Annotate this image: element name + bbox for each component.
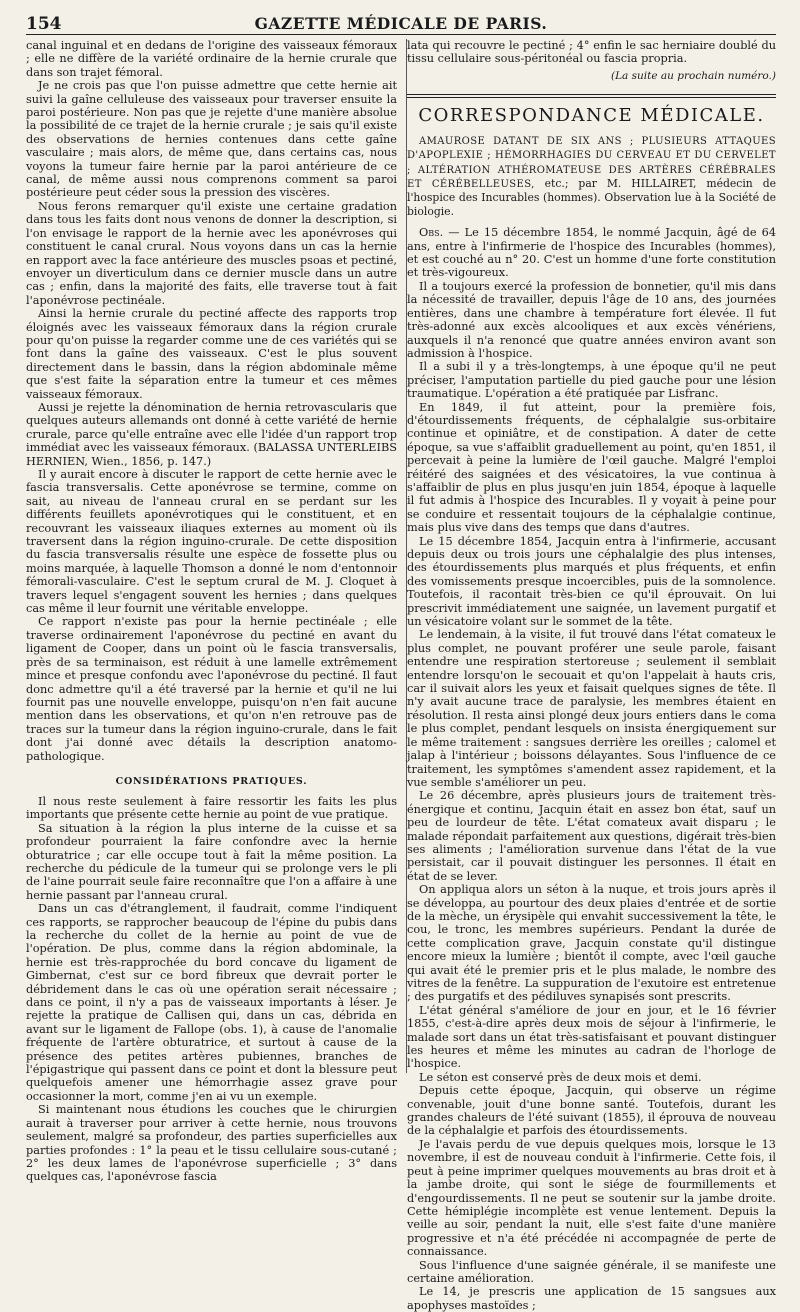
paragraph: Il nous reste seulement à faire ressortir les faits les plus importants que présente cette hernie au point de vue pratique.	[26, 794, 397, 822]
paragraph: Ainsi la hernie crurale du pectiné affecte des rapports trop éloignés avec les vaisseaux fémoraux dans la région crurale pour qu'on puisse la regarder comme une de ces variétés qui se font dans la gaîne des vaisseaux. C'est le plus souvent directement dans le bassin, dans la région abdominale même que s'est faite la séparation entre la tumeur et ces mêmes vaisseaux fémoraux.	[26, 307, 397, 401]
article-title-byline: etc.; par M. HILLAIRET, médecin de l'hospice des Incurables (hommes). Observation lue à la Société de biologie.	[407, 177, 776, 218]
paragraph: Le lendemain, à la visite, il fut trouvé dans l'état comateux le plus complet, ne pouvant proférer une seule parole, faisant entendre une respiration stertoreuse ; seulement il semblait entendre lorsqu'on le secouait et qu'on l'appelait à hauts cris, car il suivait alors les yeux et faisait quelques signes de tête. Il n'y avait aucune trace de paralysie, les membres étaient en résolution. Il resta ainsi plongé deux jours entiers dans le coma le plus complet, pendant lesquels on insista énergiquement sur le même traitement : sangsues derrière les oreilles ; calomel et jalap à l'intérieur ; boissons délayantes. Sous l'influence de ce traitement, les symptômes s'amendent assez rapidement, et la vue semble s'améliorer un peu.	[407, 628, 776, 789]
paragraph: Si maintenant nous étudions les couches que le chirurgien aurait à traverser pour arriver à cette hernie, nous trouvons seulement, malgré sa profondeur, des parties superficielles aux parties profondes : 1° la peau et le tissu cellulaire sous-cutané ; 2° les deux lames de l'aponévrose superficielle ; 3° dans quelques cas, l'aponévrose fascia	[26, 1103, 397, 1184]
article-title-caps: AMAUROSE DATANT DE SIX ANS ; PLUSIEURS ATTAQUES D'APOPLEXIE ; HÉMORRHAGIES DU CERVEAU ET DU CERVELET ; ALTÉRATION ATHÉROMATEUSE DES ARTÈRES CÉRÉBRALES ET CÉRÉBELLEUSES,	[407, 135, 776, 191]
paragraph	[407, 226, 776, 280]
article-title	[407, 134, 776, 218]
masthead-title: GAZETTE MÉDICALE DE PARIS.	[254, 14, 548, 33]
paragraph: Le 14, je prescris une application de 15 sangsues aux apophyses mastoïdes ;	[407, 1285, 776, 1312]
paragraph: Le 26 décembre, après plusieurs jours de traitement très-énergique et continu, Jacquin était en assez bon état, sauf un peu de lourdeur de tête. L'état comateux avait disparu ; le malade répondait parfaitement aux questions, digérait très-bien ses aliments ; l'amélioration survenue dans l'état de la vue persistait, car il pouvait distinguer les personnes. Il était en état de se lever.	[407, 789, 776, 883]
left-column	[26, 39, 407, 1184]
continuation-paragraph: lata qui recouvre le pectiné ; 4° enfin le sac herniaire doublé du tissu cellulaire sous-péritonéal ou fascia propria.	[407, 39, 776, 66]
divider	[407, 97, 776, 98]
right-column	[407, 39, 776, 1312]
columns	[26, 39, 776, 1312]
to-be-continued-note: (La suite au prochain numéro.)	[610, 69, 776, 82]
rubric-heading: CORRESPONDANCE MÉDICALE.	[418, 104, 765, 126]
paragraph: Je ne crois pas que l'on puisse admettre que cette hernie ait suivi la gaîne celluleuse des vaisseaux pour traverser ensuite la paroi postérieure. Non pas que je rejette d'une manière absolue la possibilité de ce trajet de la hernie crurale ; je sais qu'il existe des observations de hernies contenues dans cette gaîne vasculaire ; mais alors, de même que, dans certains cas, nous voyons la tumeur faire hernie par la paroi antérieure de ce canal, de même aussi nous comprenons comment sa paroi postérieure peut céder sous la pression des viscères.	[26, 79, 398, 200]
page-number: 154	[26, 14, 62, 34]
paragraph: Ce rapport n'existe pas pour la hernie pectinéale ; elle traverse ordinairement l'aponévrose du pectiné en avant du ligament de Cooper, dans un point où le fascia transversalis, près de sa terminaison, est réduit à une lamelle extrêmement mince et presque confondu avec l'aponévrose du pectiné. Il faut donc admettre qu'il a été traversé par la hernie et qu'il ne lui fournit pas une nouvelle enveloppe, puisqu'on n'en fait aucune mention dans les observations, et qu'on n'en retrouve pas de traces sur la tumeur dans la région inguino-crurale, dans le fait dont j'ai donné avec détails la description anatomo-pathologique.	[26, 615, 397, 763]
paragraph: Sous l'influence d'une saignée générale, il se manifeste une certaine amélioration.	[407, 1258, 776, 1285]
paragraph: Depuis cette époque, Jacquin, qui observe un régime convenable, jouit d'une bonne santé. Toutefois, durant les grandes chaleurs de l'été suivant (1855), il éprouva de nouveau de la céphalalgie et parfois des étourdissements.	[407, 1084, 776, 1138]
running-head	[26, 14, 776, 35]
divider	[407, 94, 776, 95]
section-heading: CONSIDÉRATIONS PRATIQUES.	[115, 775, 308, 787]
paragraph: canal inguinal et en dedans de l'origine des vaisseaux fémoraux ; elle ne diffère de la variété ordinaire de la hernie crurale que dans son trajet fémoral.	[26, 39, 397, 79]
paragraph: Le 15 décembre 1854, Jacquin entra à l'infirmerie, accusant depuis deux ou trois jours une céphalalgie des plus intenses, des étourdissements plus marqués et plus fréquents, et enfin des vomissements presque incoercibles, puis de la somnolence. Toutefois, il racontait très-bien ce qu'il éprouvait. On lui prescrivit immédiatement une saignée, un lavement purgatif et un vésicatoire volant sur le sommet de la tête.	[407, 534, 776, 629]
paragraph: En 1849, il fut atteint, pour la première fois, d'étourdissements fréquents, de céphalalgie sus-orbitaire continue et opiniâtre, et de constipation. A dater de cette époque, sa vue s'affaiblit graduellement au point, qu'en 1851, il percevait à peine la lumière de l'œil gauche. Malgré l'emploi réitéré des saignées et des vésicatoires, la vue continua à s'affaiblir de plus en plus jusqu'en juin 1854, époque à laquelle il fut admis à l'hospice des Incurables. Il y voyait à peine pour se conduire et ressentait toujours de la céphalalgie continue, mais plus vive dans des temps que dans d'autres.	[407, 400, 776, 535]
paragraph: L'état général s'améliore de jour en jour, et le 16 février 1855, c'est-à-dire après deux mois de séjour à l'infirmerie, le malade sort dans un état très-satisfaisant et pouvant distinguer les heures et même les minutes au cadran de l'horloge de l'hospice.	[407, 1003, 776, 1071]
paragraph: Nous ferons remarquer qu'il existe une certaine gradation dans tous les faits dont nous venons de donner la description, si l'on envisage le rapport de la hernie avec les aponévroses qui constituent le canal crural. Nous voyons dans un cas la hernie en rapport avec la face antérieure des muscles psoas et pectiné, envoyer un diverticulum dans ce dernier muscle dans un autre cas ; enfin, dans la majorité des faits, elle traverse tout à fait l'aponévrose pectinéale.	[26, 199, 397, 307]
paragraph: Il y aurait encore à discuter le rapport de cette hernie avec le fascia transversalis. Cette aponévrose se termine, comme on sait, au niveau de l'anneau crural en se perdant sur les différents feuillets aponévrotiques qui le constituent, et en recouvrant les vaisseaux iliaques externes au moment où ils traversent dans la région inguino-crurale. De cette disposition du fascia transversalis résulte une espèce de fossette plus ou moins marquée, à laquelle Thomson a donné le nom d'entonnoir fémorali-vasculaire. C'est le septum crural de M. J. Cloquet à travers lequel s'engagent souvent les hernies ; dans quelques cas même il leur fournit une véritable enveloppe.	[26, 468, 397, 616]
paragraph: Sa situation à la région la plus interne de la cuisse et sa profondeur pourraient la faire confondre avec la hernie obturatrice ; car elle occupe tout à fait la même position. La recherche du pédicule de la tumeur qui se prolonge vers le pli de l'aine pourrait seule faire reconnaître que l'on a affaire à une hernie passant par l'anneau crural.	[26, 821, 397, 902]
paragraph: Je l'avais perdu de vue depuis quelques mois, lorsque le 13 novembre, il est de nouveau conduit à l'infirmerie. Cette fois, il peut à peine imprimer quelques mouvements au bras droit et à la jambe droite, qui sont le siége de fourmillements et d'engourdissements. Il ne peut se soutenir sur la jambe droite. Cette hémiplégie incomplète est venue lentement. Depuis la veille au soir, pendant la nuit, elle s'est faite d'une manière progressive et n'a été précédée ni accompagnée de perte de connaissance.	[407, 1137, 776, 1259]
paragraph: Il a subi il y a très-longtemps, à une époque qu'il ne peut préciser, l'amputation partielle du pied gauche pour une lésion traumatique. L'opération a été pratiquée par Lisfranc.	[407, 360, 776, 401]
paragraph: Aussi je rejette la dénomination de hernia retrovascularis que quelques auteurs allemands ont donné à cette variété de hernie crurale, parce qu'elle entraîne avec elle l'idée d'un rapport trop immédiat avec les vaisseaux fémoraux. (BALASSA UNTERLEIBS HERNIEN, Wien., 1856, p. 147.)	[26, 400, 397, 468]
paragraph: Il a toujours exercé la profession de bonnetier, qu'il mis dans la nécessité de travailler, depuis l'âge de 10 ans, des journées entières, dans une chambre à température fort élevée. Il fut très-adonné aux excès alcooliques et aux excès vénériens, auxquels il n'a renoncé que quatre années environ avant son admission à l'hospice.	[407, 279, 776, 360]
paragraph: On appliqua alors un séton à la nuque, et trois jours après il se développa, au pourtour des deux plaies d'entrée et de sortie de la mèche, un érysipèle qui envahit successivement la tête, le cou, le tronc, les membres supérieurs. Pendant la durée de cette complication grave, Jacquin constate qu'il distingue encore mieux la lumière ; bientôt il compte, avec l'œil gauche qui avait été le premier pris et le plus malade, le nombre des vitres de la fenêtre. La suppuration de l'exutoire est entretenue ; des purgatifs et des pédiluves synapisés sont prescrits.	[407, 883, 776, 1004]
paragraph-text: — Le 15 décembre 1854, le nommé Jacquin, âgé de 64 ans, entre à l'infirmerie de l'hospice des Incurables (hommes), et est couché au n° 20. C'est un homme d'une forte constitution et très-vigoureux.	[407, 226, 777, 280]
paragraph: Le séton est conservé près de deux mois et demi.	[419, 1070, 702, 1084]
paragraph: Dans un cas d'étranglement, il faudrait, comme l'indiquent ces rapports, se rapprocher beaucoup de l'épine du pubis dans la recherche du collet de la hernie au point de vue de l'opération. De plus, comme dans la région abdominale, la hernie est très-rapprochée du bord concave du ligament de Gimbernat, c'est sur ce bord fibreux que devrait porter le débridement dans le cas où une opération serait nécessaire ; dans ce point, il n'y a pas de vaisseaux importants à léser. Je rejette la pratique de Callisen qui, dans un cas, débrida en avant sur le ligament de Fallope (obs. 1), à cause de l'anomalie fréquente de l'artère obturatrice, et surtout à cause de la présence des petites artères pubiennes, branches de l'épigastrique qui passent dans ce point et dont la blessure peut quelquefois amener une hémorrhagie assez grave pour occasionner la mort, comme j'en ai vu un exemple.	[26, 902, 397, 1103]
obs-label: Obs.	[419, 226, 444, 240]
